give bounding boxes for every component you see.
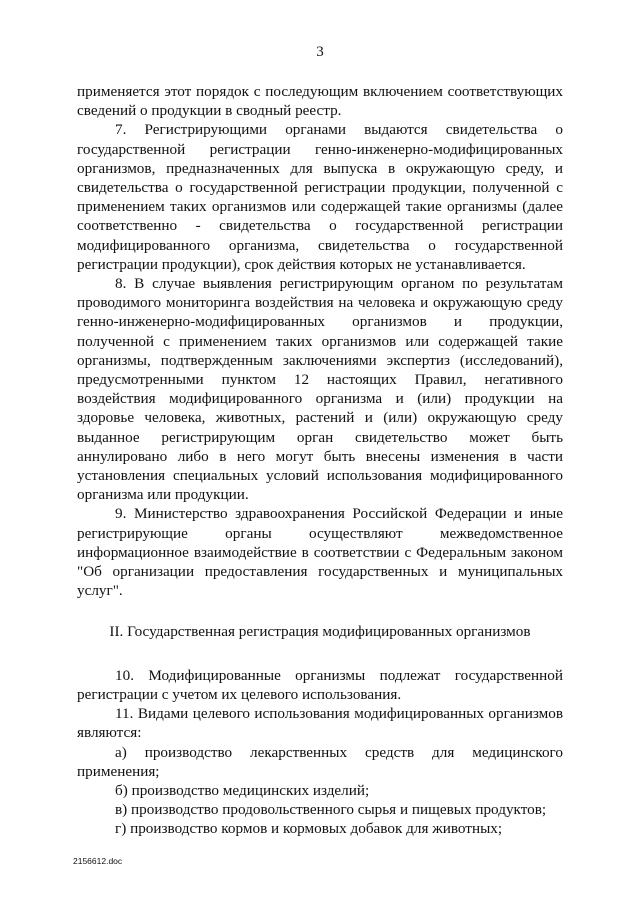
section-heading: II. Государственная регистрация модифицированных организмов [109,623,531,641]
page-number: 3 [316,44,324,60]
list-item-a: а) производство лекарственных средств для медицинского применения; [77,743,563,780]
list-item-g: г) производство кормов и кормовых добавок для животных; [115,820,503,838]
paragraph-7: 7. Регистрирующими органами выдаются свидетельства о государственной регистрации генно-инженерно-модифицированных организмов, предназначенных для выпуска в окружающую среду, и свидетельства о государственной регистрации продукции, полученной с применением таких организмов или содержащей такие организмы (далее соответственно - свидетельства о государственной регистрации модифицированного организма, свидетельства о государственной регистрации продукции), срок действия которых не устанавливается. [77,121,563,273]
paragraph-9: 9. Министерство здравоохранения Российской Федерации и иные регистрирующие органы осуществляют межведомственное информационное взаимодействие в соответствии с Федеральным законом "Об организации предоставления государственных и муниципальных услуг". [77,505,563,600]
paragraph-11: 11. Видами целевого использования модифицированных организмов являются: [77,705,563,742]
footer-filename: 2156612.doc [73,856,123,866]
list-item-b: б) производство медицинских изделий; [115,781,370,799]
paragraph-continuation: применяется этот порядок с последующим включением соответствующих сведений о продукции в сводный реестр. [77,83,563,120]
list-item-v: в) производство продовольственного сырья и пищевых продуктов; [115,801,547,819]
paragraph-10: 10. Модифицированные организмы подлежат государственной регистрации с учетом их целевого использования. [77,666,563,703]
paragraph-8: 8. В случае выявления регистрирующим органом по результатам проводимого мониторинга воздействия на человека и окружающую среду генно-инженерно-модифицированных организмов и продукции, полученной с применением таких организмов или содержащей такие организмы, подтвержденным заключениями экспертиз (исследований), предусмотренными пунктом 12 настоящих Правил, негативного воздействия модифицированного организма и (или) продукции на здоровье человека, животных, растений и (или) окружающую среду выданное регистрирующим орган свидетельство может быть аннулировано либо в него могут быть внесены изменения в части установления специальных условий использования модифицированного организма или продукции. [77,275,563,504]
document-body [77,82,563,839]
